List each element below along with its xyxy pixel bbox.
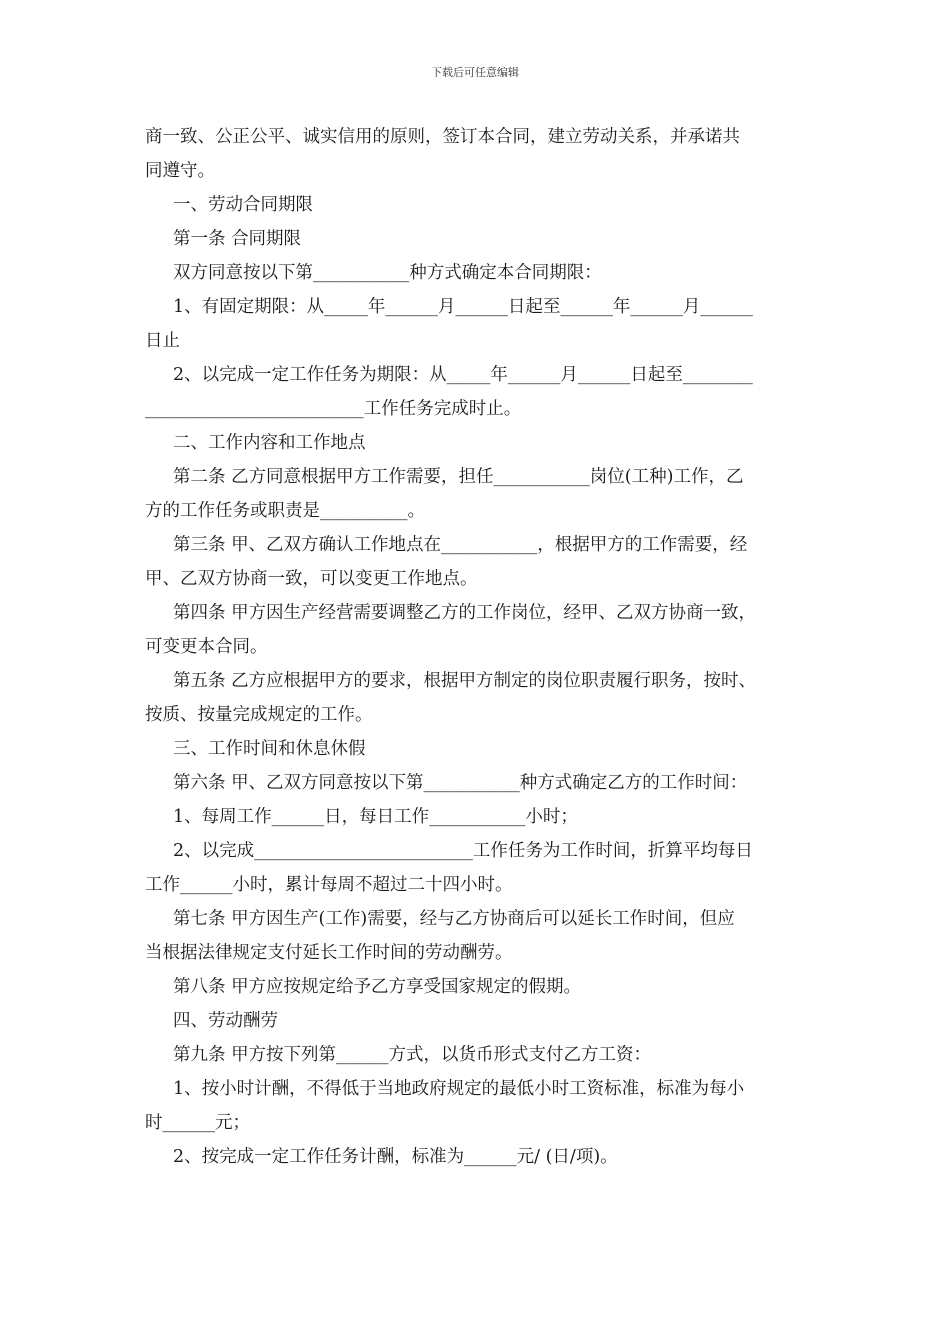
text-line: 2、按完成一定工作任务计酬，标准为______元/ (日/项)。 bbox=[173, 1147, 618, 1167]
text-line: 甲、乙双方协商一致，可以变更工作地点。 bbox=[145, 569, 478, 589]
text-line: 2、以完成_________________________工作任务为工作时间，折算平均每日 bbox=[173, 841, 753, 861]
text-line: 时______元； bbox=[145, 1113, 250, 1133]
text-line: 双方同意按以下第___________种方式确定本合同期限： bbox=[173, 263, 602, 283]
text-line: 第六条 甲、乙双方同意按以下第___________种方式确定乙方的工作时间： bbox=[173, 773, 748, 793]
document-body bbox=[145, 120, 815, 1174]
section-heading: 一、劳动合同期限 bbox=[173, 195, 313, 215]
text-line: 2、以完成一定工作任务为期限：从_____年______月______日起至________ bbox=[173, 365, 753, 385]
text-line: 第三条 甲、乙双方确认工作地点在___________，根据甲方的工作需要，经 bbox=[173, 535, 748, 555]
text-line: 日止 bbox=[145, 331, 180, 351]
text-line: 按质、按量完成规定的工作。 bbox=[145, 705, 373, 725]
text-line: 同遵守。 bbox=[145, 161, 215, 181]
text-line: 第四条 甲方因生产经营需要调整乙方的工作岗位，经甲、乙双方协商一致， bbox=[173, 603, 757, 623]
text-line: _________________________工作任务完成时止。 bbox=[145, 399, 522, 419]
text-line: 第二条 乙方同意根据甲方工作需要，担任___________岗位(工种)工作，乙 bbox=[173, 467, 744, 487]
text-line: 商一致、公正公平、诚实信用的原则，签订本合同，建立劳动关系，并承诺共 bbox=[145, 127, 740, 147]
text-line: 第九条 甲方按下列第______方式，以货币形式支付乙方工资： bbox=[173, 1045, 652, 1065]
text-line: 第五条 乙方应根据甲方的要求，根据甲方制定的岗位职责履行职务，按时、 bbox=[173, 671, 757, 691]
text-line: 工作______小时，累计每周不超过二十四小时。 bbox=[145, 875, 513, 895]
page-header: 下载后可任意编辑 bbox=[431, 66, 519, 79]
text-line: 第八条 甲方应按规定给予乙方享受国家规定的假期。 bbox=[173, 977, 582, 997]
article-heading: 第一条 合同期限 bbox=[173, 229, 302, 249]
text-line: 1、每周工作______日，每日工作___________小时； bbox=[173, 807, 578, 827]
section-heading: 四、劳动酬劳 bbox=[173, 1011, 278, 1031]
text-line: 第七条 甲方因生产(工作)需要，经与乙方协商后可以延长工作时间，但应 bbox=[173, 909, 735, 929]
section-heading: 二、工作内容和工作地点 bbox=[173, 433, 366, 453]
text-line: 1、按小时计酬，不得低于当地政府规定的最低小时工资标准，标准为每小 bbox=[173, 1079, 745, 1099]
text-line: 1、有固定期限：从_____年______月______日起至______年______月______ bbox=[173, 297, 753, 317]
section-heading: 三、工作时间和休息休假 bbox=[173, 739, 366, 759]
text-line: 可变更本合同。 bbox=[145, 637, 268, 657]
text-line: 当根据法律规定支付延长工作时间的劳动酬劳。 bbox=[145, 943, 513, 963]
text-line: 方的工作任务或职责是__________。 bbox=[145, 501, 425, 521]
